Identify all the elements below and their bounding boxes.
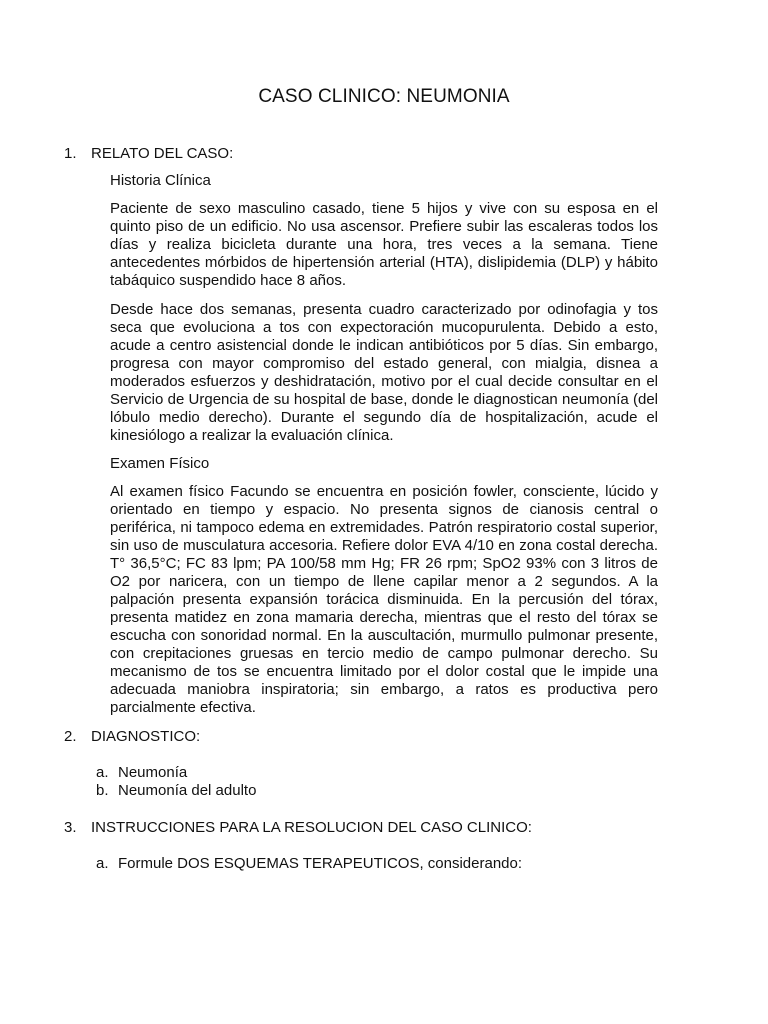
- section-heading-instrucciones: [64, 819, 532, 837]
- section-title: DIAGNOSTICO:: [91, 728, 201, 745]
- section-title: RELATO DEL CASO:: [91, 145, 234, 162]
- list-marker: a.: [96, 764, 109, 781]
- diagnostico-item-a: [96, 764, 187, 782]
- section-number: 2.: [64, 728, 77, 745]
- section-title: INSTRUCCIONES PARA LA RESOLUCION DEL CASO CLINICO:: [91, 819, 532, 836]
- examen-paragraph-1: Al examen físico Facundo se encuentra en posición fowler, consciente, lúcido y orientado en tiempo y espacio. No presenta signos de cianosis central o periférica, ni tampoco edema en extremidades. Patrón respiratorio costal superior, sin uso de musculatura accesoria. Refiere dolor EVA 4/10 en zona costal derecha. T° 36,5°C; FC 83 lpm; PA 100/58 mm Hg; FR 26 rpm; SpO2 93% con 3 litros de O2 por naricera, con un tiempo de llene capilar menor a 2 segundos. A la palpación presenta expansión torácica disminuida. En la percusión del tórax, presenta matidez en zona mamaria derecha, mientras que el resto del tórax se escucha con sonoridad normal. En la auscultación, murmullo pulmonar presente, con crepitaciones gruesas en tercio medio de campo pulmonar derecho. Su mecanismo de tos se encuentra limitado por el dolor costal que le impide una adecuada maniobra inspiratoria; sin embargo, a ratos es productiva pero parcialmente efectiva.: [110, 483, 658, 716]
- diagnostico-item-b: [96, 782, 256, 800]
- list-item-text: Formule DOS ESQUEMAS TERAPEUTICOS, considerando:: [118, 855, 523, 872]
- subheading-historia-clinica: Historia Clínica: [110, 172, 211, 189]
- section-number: 1.: [64, 145, 77, 162]
- section-heading-diagnostico: [64, 728, 200, 746]
- section-number: 3.: [64, 819, 77, 836]
- section-heading-relato: [64, 145, 233, 163]
- document-title: CASO CLINICO: NEUMONIA: [258, 86, 510, 107]
- historia-paragraph-2: Desde hace dos semanas, presenta cuadro caracterizado por odinofagia y tos seca que evoluciona a tos con expectoración mucopurulenta. Debido a esto, acude a centro asistencial donde le indican antibióticos por 5 días. Sin embargo, progresa con mayor compromiso del estado general, con mialgia, disnea a moderados esfuerzos y deshidratación, motivo por el cual decide consultar en el Servicio de Urgencia de su hospital de base, donde le diagnostican neumonía (del lóbulo medio derecho). Durante el segundo día de hospitalización, acude el kinesiólogo a realizar la evaluación clínica.: [110, 301, 658, 444]
- list-marker: a.: [96, 855, 109, 872]
- historia-paragraph-1: Paciente de sexo masculino casado, tiene 5 hijos y vive con su esposa en el quinto piso de un edificio. No usa ascensor. Prefiere subir las escaleras todos los días y realiza bicicleta durante una hora, tres veces a la semana. Tiene antecedentes mórbidos de hipertensión arterial (HTA), dislipidemia (DLP) y hábito tabáquico suspendido hace 8 años.: [110, 200, 658, 289]
- list-item-text: Neumonía del adulto: [118, 782, 257, 799]
- list-marker: b.: [96, 782, 109, 799]
- instrucciones-item-a: [96, 855, 522, 873]
- subheading-examen-fisico: Examen Físico: [110, 455, 210, 472]
- list-item-text: Neumonía: [118, 764, 188, 781]
